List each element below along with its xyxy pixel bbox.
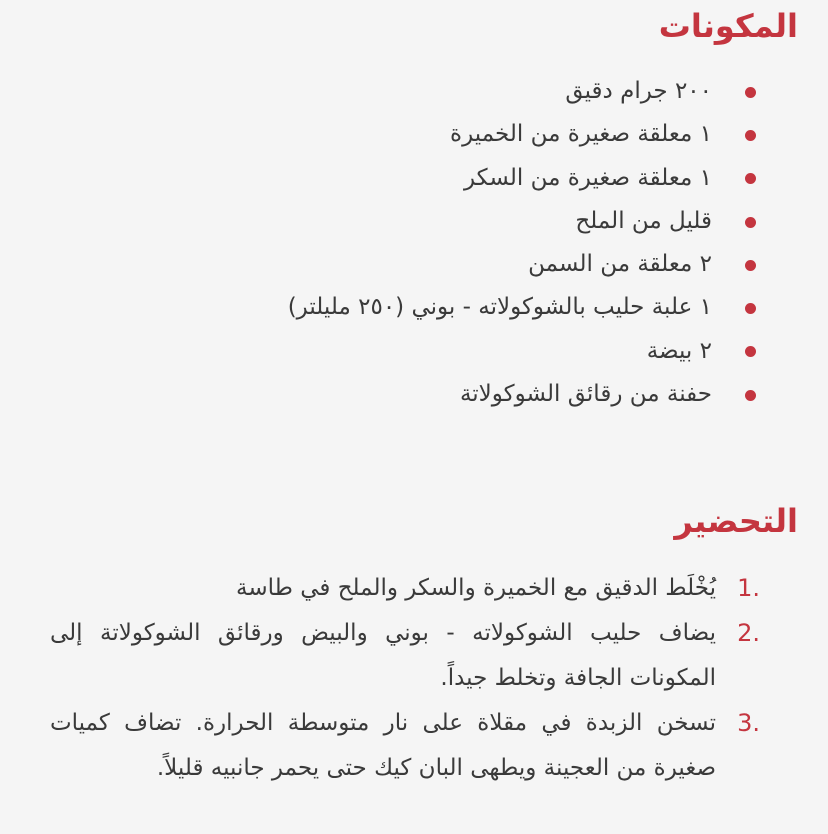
- step-number: 3.: [737, 709, 760, 737]
- ingredient-item: [288, 200, 756, 243]
- ingredients-heading: المكونات: [658, 7, 798, 45]
- ingredient-text: قليل من الملح: [575, 207, 712, 234]
- ingredient-text: ٢٠٠ جرام دقيق: [565, 78, 712, 104]
- ingredient-text: ١ معلقة صغيرة من الخميرة: [450, 121, 712, 148]
- bullet-icon: [745, 173, 756, 184]
- bullet-icon: [745, 390, 756, 401]
- bullet-icon: [745, 346, 756, 357]
- bullet-icon: [745, 130, 756, 141]
- step-number: 1.: [737, 574, 760, 602]
- ingredient-item: [288, 330, 756, 373]
- bullet-icon: [745, 303, 756, 314]
- step-item: [50, 611, 760, 701]
- step-text: يُخْلَط الدقيق مع الخميرة والسكر والملح في طاسة: [235, 575, 716, 601]
- ingredient-item: [288, 373, 756, 416]
- step-text: تسخن الزبدة في مقلاة على نار متوسطة الحرارة. تضاف كميات صغيرة من العجينة ويطهى البان كيك حتى يحمر جانبيه قليلاً.: [50, 710, 716, 781]
- bullet-icon: [745, 260, 756, 271]
- bullet-icon: [745, 217, 756, 228]
- ingredient-item: [288, 157, 756, 200]
- ingredients-list: [288, 70, 756, 416]
- step-item: [50, 566, 760, 611]
- ingredient-text: ١ علبة حليب بالشوكولاته - بوني (٢٥٠ مليلتر): [287, 294, 712, 321]
- step-number: 2.: [737, 619, 760, 647]
- step-item: [50, 701, 760, 791]
- ingredient-item: [288, 243, 756, 286]
- ingredient-text: ١ معلقة صغيرة من السكر: [463, 164, 712, 191]
- ingredient-item: [288, 113, 756, 156]
- bullet-icon: [745, 87, 756, 98]
- preparation-heading: التحضير: [674, 502, 798, 540]
- ingredient-item: [288, 70, 756, 113]
- ingredient-text: ٢ بيضة: [646, 337, 712, 364]
- ingredient-item: [288, 286, 756, 329]
- preparation-steps: [50, 566, 760, 791]
- ingredient-text: ٢ معلقة من السمن: [528, 251, 712, 278]
- step-text: يضاف حليب الشوكولاته - بوني والبيض ورقائق الشوكولاتة إلى المكونات الجافة وتخلط جيداً.: [50, 620, 716, 691]
- ingredient-text: حفنة من رقائق الشوكولاتة: [459, 381, 712, 408]
